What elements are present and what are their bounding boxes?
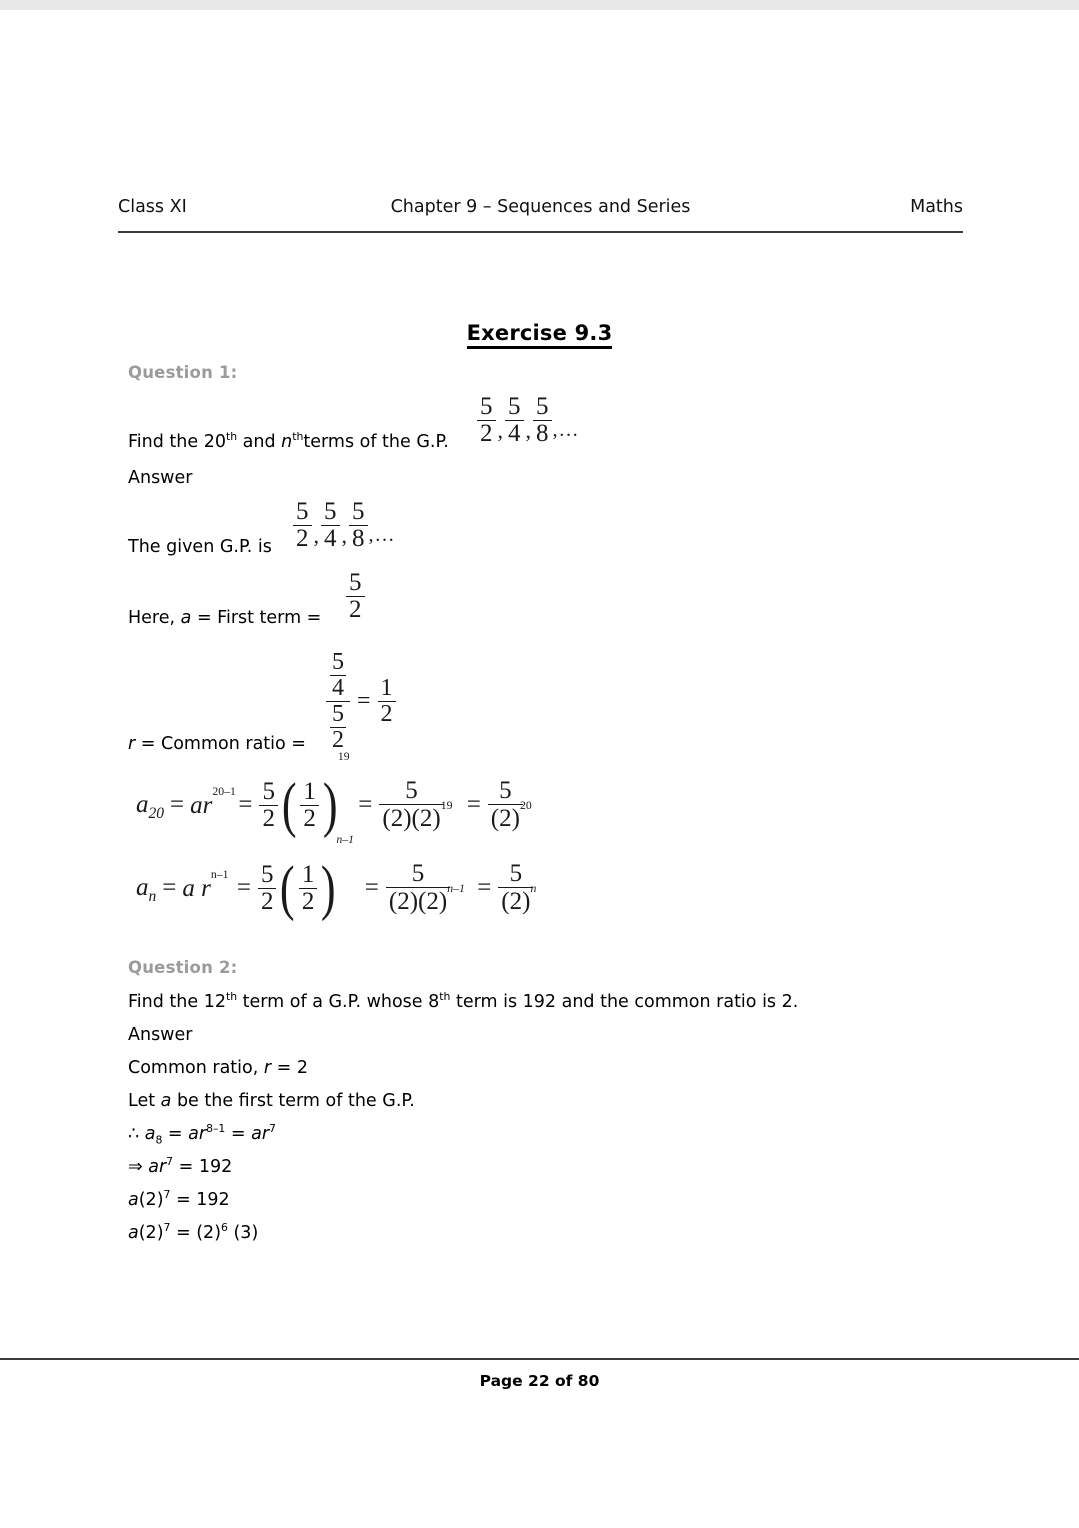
ar7-line-value: = 192 <box>173 1157 233 1177</box>
common-ratio-complex-fraction <box>326 650 350 753</box>
a20-third-denominator-base: (2)(2) <box>382 805 441 833</box>
question-1-common-ratio-text: r = Common ratio = <box>128 734 306 754</box>
footer-page-number: Page 22 of 80 <box>479 1372 600 1390</box>
common-ratio-line-prefix: Common ratio, <box>128 1058 264 1078</box>
an-coefficient-fraction <box>258 862 277 915</box>
a20-result-denominator <box>488 799 532 833</box>
question-2-common-ratio-line <box>128 1057 308 1079</box>
a20-term-ar-exponent: 20–1 <box>212 784 236 798</box>
given-sequence-term-1-numerator: 5 <box>296 498 309 525</box>
common-ratio-lower-denominator: 2 <box>332 726 344 753</box>
sequence-term-3-numerator: 5 <box>536 393 549 420</box>
common-ratio-lower-numerator: 5 <box>332 700 344 727</box>
question-2-answer-label: Answer <box>128 1025 193 1045</box>
header-class-label: Class XI <box>118 197 187 217</box>
a2pow7-factored-exponent: 7 <box>163 1221 171 1235</box>
question-1-answer-label: Answer <box>128 468 193 488</box>
a20-ratio-fraction <box>300 779 319 832</box>
sequence-separator-2: , <box>525 417 531 443</box>
sequence-term-2-denominator: 4 <box>505 420 524 447</box>
a20-result-denominator-exponent: 20 <box>519 799 532 813</box>
question-2-prompt-part-c: term is 192 and the common ratio is 2. <box>450 992 799 1012</box>
question-1-first-term-text: Here, a = First term = <box>128 608 322 628</box>
a8-line-therefore: ∴ <box>128 1124 145 1144</box>
a20-lhs-subscript: 20 <box>148 805 164 823</box>
question-1-prompt <box>128 431 449 453</box>
sequence-term-3-denominator: 8 <box>533 420 552 447</box>
exercise-title-text: Exercise 9.3 <box>467 321 613 349</box>
common-ratio-lower <box>326 701 350 753</box>
sequence-term-1-numerator: 5 <box>480 393 493 420</box>
common-ratio-upper <box>326 650 350 701</box>
a20-term-ar-base: ar <box>190 791 213 819</box>
question-2-a2pow7-factored-line <box>128 1222 258 1244</box>
common-ratio-result-fraction <box>378 676 396 727</box>
a8-line-equals-1: = <box>162 1124 189 1144</box>
first-term-fraction <box>346 570 365 623</box>
document-running-header <box>118 197 963 233</box>
given-sequence-term-1 <box>293 499 312 552</box>
a20-coefficient-fraction <box>259 779 278 832</box>
header-chapter-title: Chapter 9 – Sequences and Series <box>390 197 691 217</box>
a8-line-equals-2: = <box>225 1124 252 1144</box>
a8-line-exponent-2: 7 <box>269 1122 276 1136</box>
a8-line-subscript: 8 <box>155 1133 163 1147</box>
a8-line-exponent-1: 8–1 <box>206 1122 226 1136</box>
a20-lhs <box>136 791 164 823</box>
question-1-label: Question 1: <box>128 363 238 382</box>
a20-third-numerator: 5 <box>405 777 418 804</box>
given-sequence-term-2-denominator: 4 <box>321 525 340 552</box>
sequence-term-1 <box>477 394 496 447</box>
given-sequence-separator-2: , <box>341 522 347 548</box>
footer-rule <box>0 1358 1079 1360</box>
question-1-common-ratio-value <box>325 650 397 753</box>
sequence-term-3 <box>533 394 552 447</box>
ar7-line-exponent: 7 <box>166 1155 174 1169</box>
an-third-fraction <box>386 860 465 916</box>
question-1-first-term-value <box>345 570 366 623</box>
an-third-denominator <box>386 882 465 916</box>
a20-result-numerator: 5 <box>499 777 512 804</box>
an-ratio-denominator: 2 <box>299 888 318 915</box>
an-ratio-fraction <box>299 862 318 915</box>
question-2-prompt-sup-2: th <box>439 990 451 1004</box>
an-paren-close-group <box>318 833 354 923</box>
a20-ratio-numerator: 1 <box>303 777 316 805</box>
question-2-prompt-part-b: term of a G.P. whose 8 <box>237 992 440 1012</box>
a2pow7-line-base: (2) <box>138 1190 164 1210</box>
an-result-denominator-exponent: n <box>530 882 537 896</box>
question-1-sequence-inline <box>476 394 580 447</box>
question-2-ar7-line <box>128 1156 232 1178</box>
an-third-denominator-exponent: n–1 <box>447 882 465 896</box>
an-coefficient-denominator: 2 <box>258 888 277 915</box>
a2pow7-factored-base: (2) <box>138 1223 164 1243</box>
ar7-line-var: ar <box>148 1157 167 1177</box>
a20-result-fraction <box>488 777 532 833</box>
an-equals-2: = <box>236 874 251 902</box>
a20-paren-close-group <box>320 750 350 840</box>
question-1-prompt-var: n <box>281 432 293 452</box>
an-ratio-numerator: 1 <box>301 860 315 888</box>
a2pow7-line-exponent: 7 <box>163 1188 171 1202</box>
a2pow7-factored-rhs-base: = (2) <box>170 1223 222 1243</box>
an-term-ar-exponent: n–1 <box>210 867 229 881</box>
an-lhs-base: a <box>136 874 149 902</box>
common-ratio-var: r <box>128 734 136 754</box>
common-ratio-equals: = <box>357 687 371 714</box>
a2pow7-factored-rhs-exponent: 6 <box>221 1221 228 1235</box>
a20-result-denominator-base: (2) <box>490 805 520 833</box>
common-ratio-upper-denominator: 4 <box>332 674 344 701</box>
an-equals-4: = <box>477 874 492 902</box>
an-third-denominator-group <box>388 882 465 916</box>
question-2-prompt <box>128 991 798 1013</box>
a20-lhs-base: a <box>136 791 149 819</box>
let-a-prefix: Let <box>128 1091 161 1111</box>
a20-equals-2: = <box>238 791 253 819</box>
an-term-ar-base: a r <box>182 874 211 902</box>
given-sequence-term-1-denominator: 2 <box>293 525 312 552</box>
equation-an <box>136 833 537 923</box>
a20-third-denominator <box>379 799 453 833</box>
a20-coefficient-denominator: 2 <box>259 805 278 832</box>
header-subject-label: Maths <box>910 197 963 217</box>
question-2-label: Question 2: <box>128 958 238 977</box>
question-1-prompt-mid: and <box>237 432 282 452</box>
an-paren-open: ( <box>280 854 296 923</box>
an-paren-close: ) <box>321 854 336 923</box>
sequence-separator-1: , <box>497 417 503 443</box>
question-1-given-text: The given G.P. is <box>128 537 272 557</box>
document-page <box>0 10 1079 1528</box>
an-result-fraction <box>498 860 537 916</box>
first-term-denominator: 2 <box>346 596 365 623</box>
an-coefficient-numerator: 5 <box>260 860 274 888</box>
a20-third-denominator-group <box>382 799 453 833</box>
a20-equals-3: = <box>358 791 373 819</box>
sequence-term-1-denominator: 2 <box>477 420 496 447</box>
question-1-prompt-sup-1: th <box>225 430 238 444</box>
question-1-prompt-sup-2: th <box>292 430 304 444</box>
question-2-let-a-line <box>128 1090 415 1112</box>
given-sequence-term-2 <box>321 499 340 552</box>
common-ratio-upper-numerator: 5 <box>332 649 344 675</box>
a20-third-fraction <box>379 777 453 833</box>
a8-line-ar-1: ar <box>188 1124 207 1144</box>
an-third-denominator-base: (2)(2) <box>388 888 448 916</box>
sequence-ellipsis: ,… <box>552 419 580 441</box>
a20-power-exponent: 19 <box>337 750 350 764</box>
given-sequence-term-2-numerator: 5 <box>324 498 337 525</box>
common-ratio-lower-fraction <box>330 702 346 753</box>
common-ratio-upper-fraction <box>330 650 346 701</box>
sequence-term-2-numerator: 5 <box>508 393 521 420</box>
common-ratio-line-suffix: = 2 <box>271 1058 308 1078</box>
question-1-prompt-prefix: Find the 20 <box>128 432 226 452</box>
an-result-denominator-group <box>501 882 537 916</box>
a20-result-denominator-group <box>490 799 532 833</box>
question-1-given-sequence <box>292 499 396 552</box>
a20-paren-open: ( <box>281 771 297 840</box>
question-2-a2pow7-line <box>128 1189 230 1211</box>
an-term-ar <box>182 867 229 903</box>
common-ratio-line-var: r <box>263 1058 272 1078</box>
a2pow7-factored-rhs-factor: (3) <box>227 1223 259 1243</box>
an-equals-1: = <box>162 874 177 902</box>
a8-line-ar-2: ar <box>251 1124 270 1144</box>
an-result-denominator-base: (2) <box>501 888 531 916</box>
an-lhs <box>136 874 157 906</box>
let-a-var: a <box>160 1091 172 1111</box>
sequence-term-2 <box>505 394 524 447</box>
a20-equals-4: = <box>466 791 481 819</box>
common-ratio-result-denominator: 2 <box>378 701 396 727</box>
question-2-prompt-part-a: Find the 12 <box>128 992 226 1012</box>
a2pow7-factored-var: a <box>128 1223 139 1243</box>
a20-paren-close: ) <box>322 771 338 840</box>
a20-equals-1: = <box>170 791 185 819</box>
a20-third-denominator-exponent: 19 <box>440 799 453 813</box>
a20-coefficient-numerator: 5 <box>262 777 275 805</box>
a20-term-ar <box>190 784 236 820</box>
first-term-var: a <box>180 608 192 628</box>
given-sequence-ellipsis: ,… <box>368 524 396 546</box>
an-lhs-subscript: n <box>148 888 157 906</box>
first-term-numerator: 5 <box>349 569 362 596</box>
question-2-prompt-sup-1: th <box>225 990 238 1004</box>
an-result-numerator: 5 <box>509 860 523 887</box>
common-ratio-result-numerator: 1 <box>380 674 393 701</box>
viewer-top-strip <box>0 0 1079 10</box>
a8-line-var: a <box>144 1124 156 1144</box>
given-sequence-separator-1: , <box>313 522 319 548</box>
an-result-denominator <box>498 882 537 916</box>
an-third-numerator: 5 <box>411 860 425 887</box>
given-sequence-term-3 <box>349 499 368 552</box>
a20-ratio-denominator: 2 <box>300 805 319 832</box>
a2pow7-line-var: a <box>128 1190 139 1210</box>
question-1-prompt-suffix: terms of the G.P. <box>303 432 449 452</box>
let-a-suffix: be the first term of the G.P. <box>171 1091 415 1111</box>
question-2-a8-definition-line <box>128 1123 276 1145</box>
an-power-exponent: n–1 <box>336 833 354 847</box>
given-sequence-term-3-denominator: 8 <box>349 525 368 552</box>
given-sequence-term-3-numerator: 5 <box>352 498 365 525</box>
a2pow7-line-value: = 192 <box>170 1190 230 1210</box>
exercise-title <box>0 321 1079 345</box>
an-equals-3: = <box>364 874 379 902</box>
ar7-line-implies: ⇒ <box>128 1157 149 1177</box>
